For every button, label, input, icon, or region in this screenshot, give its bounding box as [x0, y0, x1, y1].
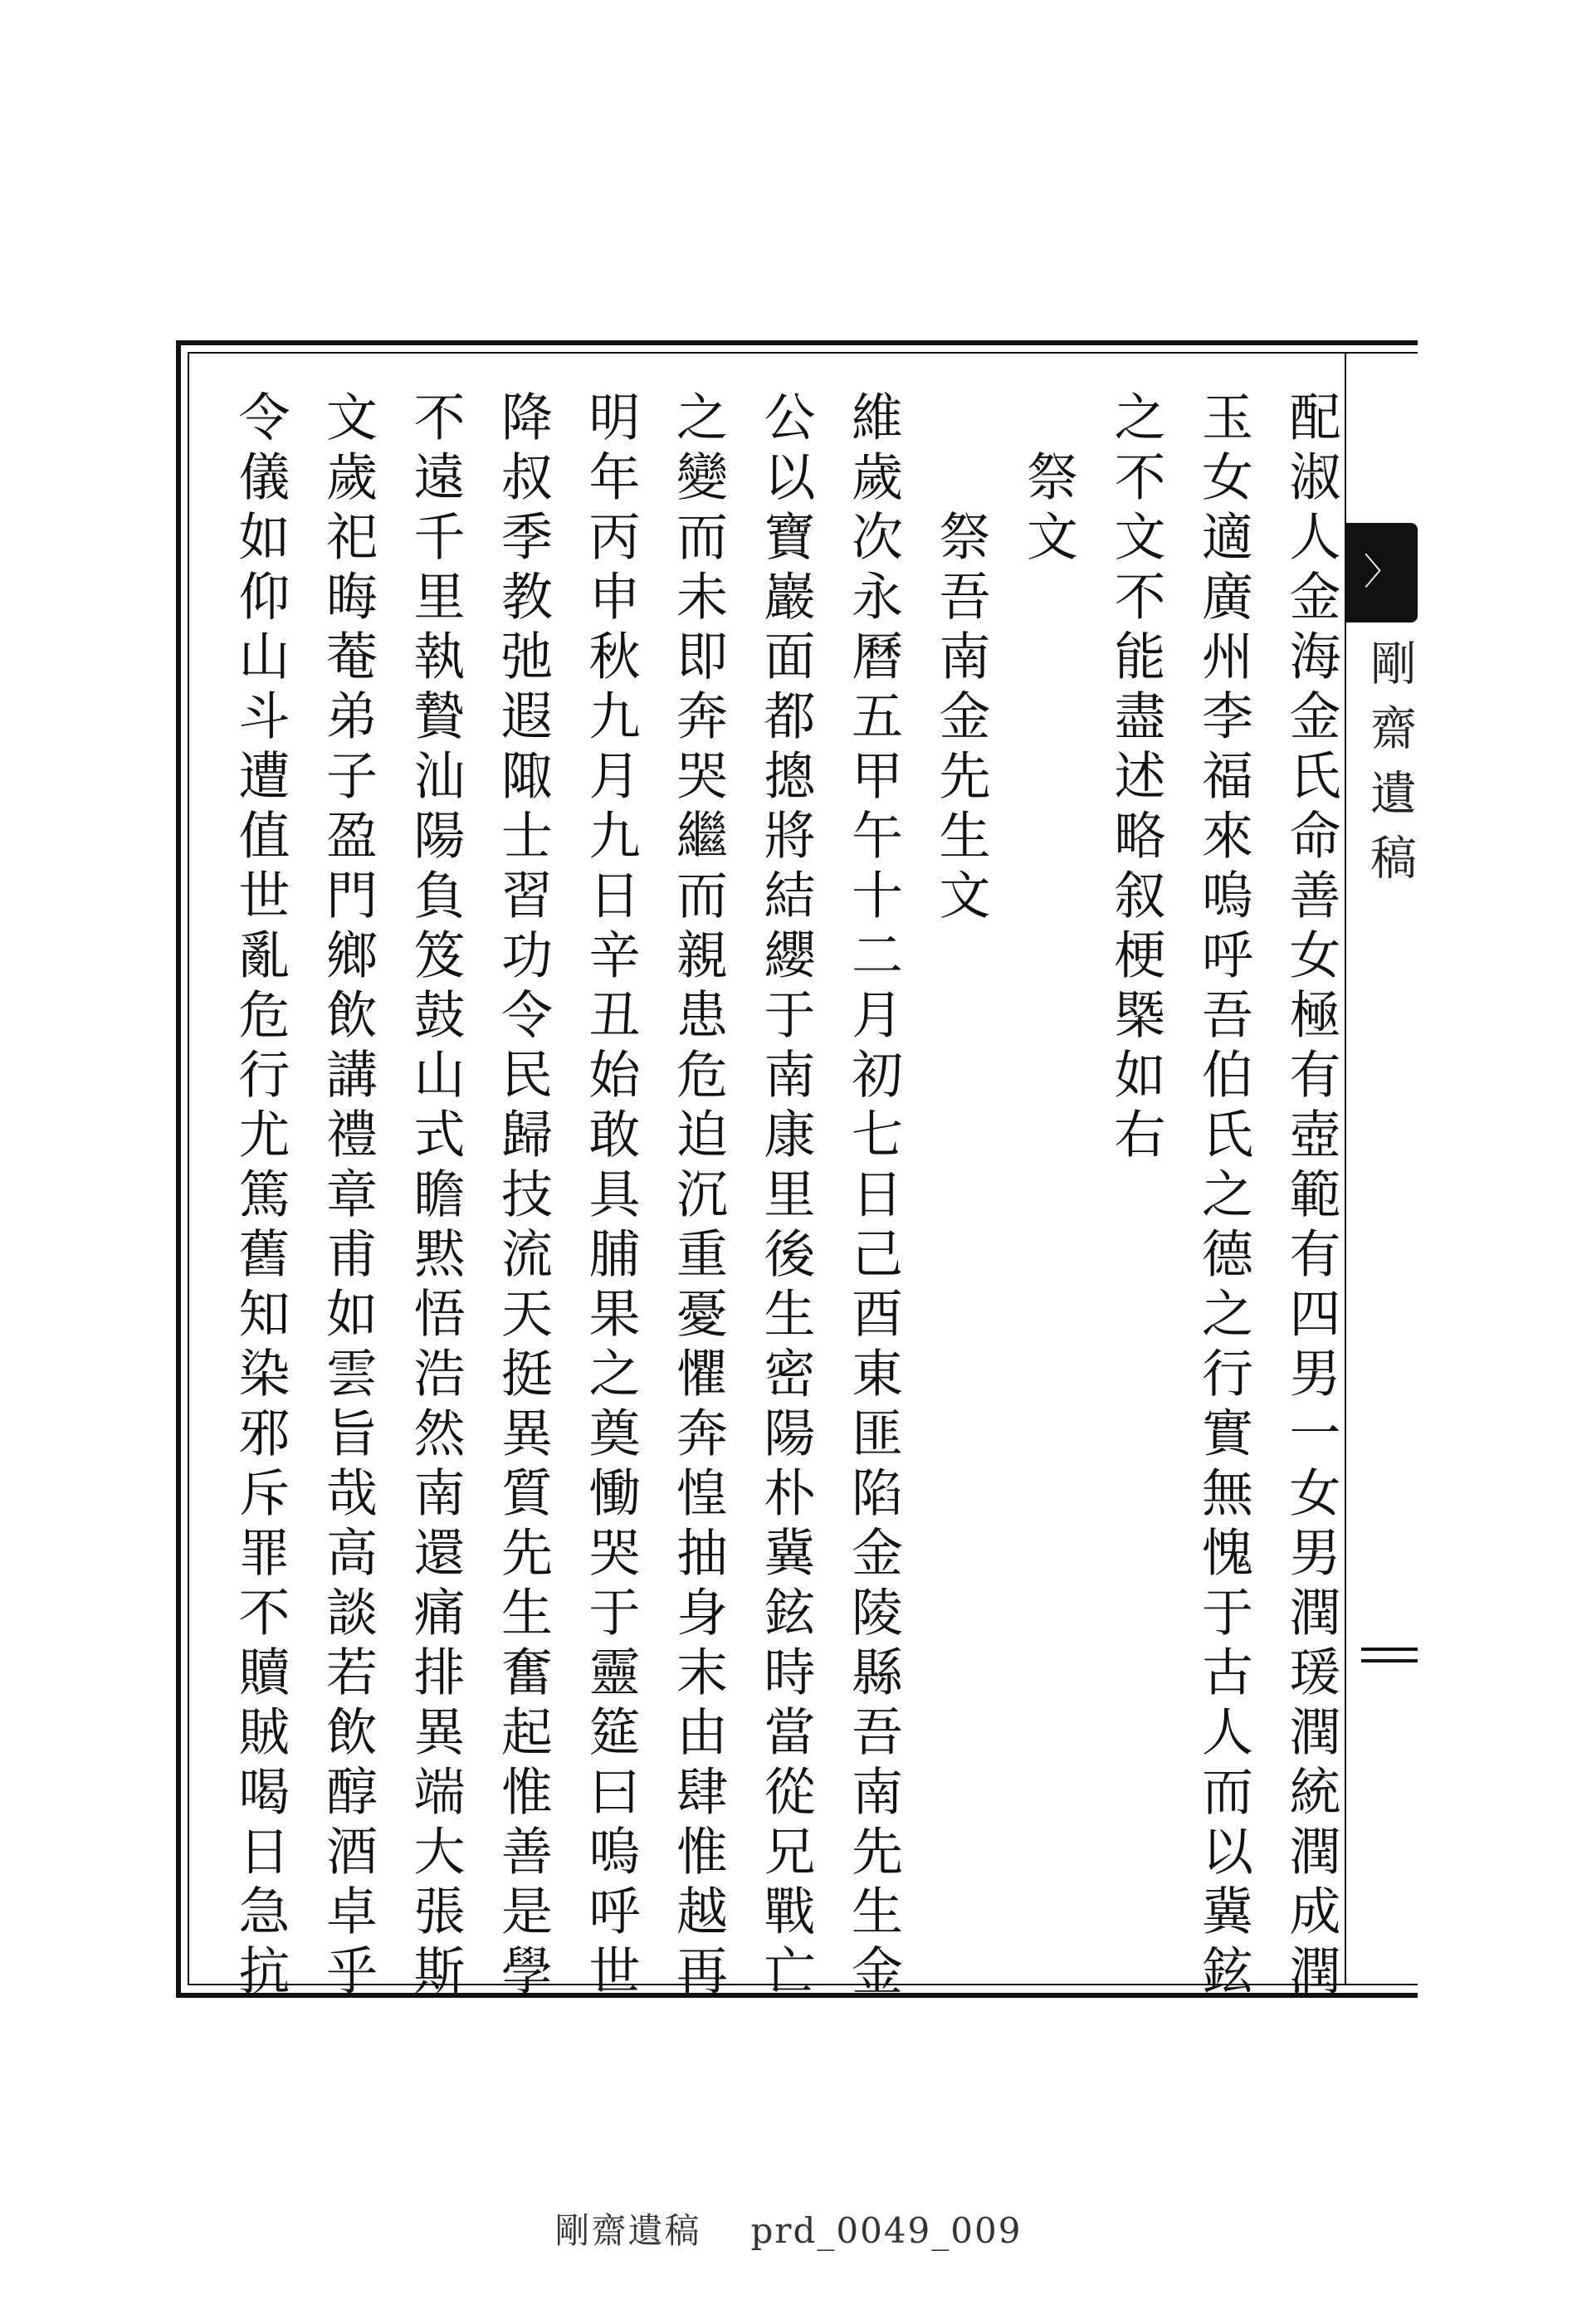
text-column: 配淑人金海金氏命善女極有壺範有四男一女男潤瑗潤統潤成潤 [1281, 390, 1341, 2004]
text-column: 玉女適廣州李福來嗚呼吾伯氏之德之行實無愧于古人而以冀鉉 [1193, 390, 1254, 2004]
margin-book-title: 剛齋遺稿 [1363, 639, 1417, 898]
text-column: 之不文不能盡述略叙梗槩如右 [1106, 390, 1166, 1167]
text-column: 不遠千里執贄汕陽負笈鼓山式瞻黙悟浩然南還痛排異端大張斯 [405, 390, 466, 2004]
text-column: 之變而未即奔哭繼而親患危迫沉重憂懼奔惶抽身末由肆惟越再 [667, 390, 729, 2004]
margin-rule [1361, 1648, 1418, 1651]
essay-title: 祭吾南金先生文 [930, 510, 991, 928]
text-column: 降叔季教弛遐陬士習功令民歸技流天挺異質先生奮起惟善是學 [492, 390, 554, 2004]
footer-book-title: 剛齋遺稿 [554, 2210, 701, 2251]
text-column: 公以寶巖面都摠將結纓于南康里後生密陽朴冀鉉時當從兄戰亡 [755, 390, 816, 2004]
text-column: 令儀如仰山斗遭值世亂危行尤篤舊知染邪斥罪不贖賊喝日急抗 [230, 390, 290, 2004]
text-column: 明年丙申秋九月九日辛丑始敢具脯果之奠慟哭于靈筵曰嗚呼世 [580, 390, 641, 2004]
fish-tail-mark-icon: 〉 [1364, 551, 1400, 593]
page-footer [0, 2204, 1577, 2253]
text-column: 維歲次永曆五甲午十二月初七日己酉東匪陷金陵縣吾南先生金 [842, 390, 904, 2004]
text-columns [199, 390, 1341, 2004]
text-column: 文歲祀晦菴弟子盈門鄉飲講禮章甫如雲旨哉高談若飲醇酒卓乎 [317, 390, 378, 2004]
section-heading: 祭文 [1018, 450, 1079, 569]
footer-page-id: prd_0049_009 [750, 2210, 1023, 2251]
